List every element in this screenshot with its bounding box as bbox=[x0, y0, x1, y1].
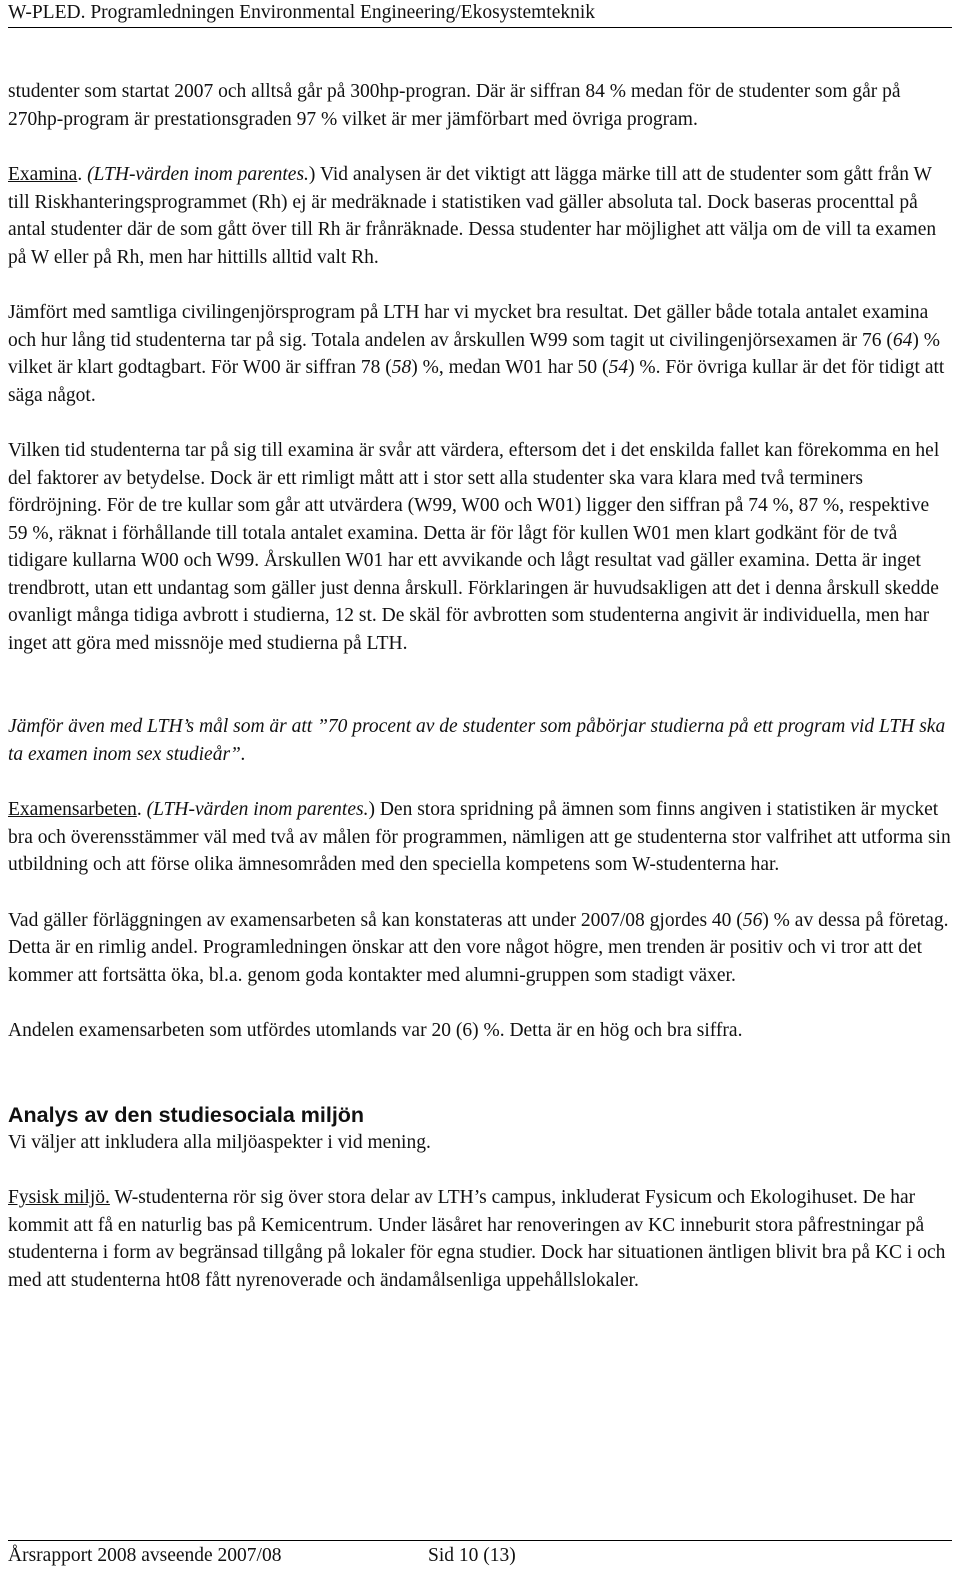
section-heading: Analys av den studiesociala miljön bbox=[8, 1102, 365, 1127]
fysisk-miljo-term: Fysisk miljö. bbox=[8, 1187, 110, 1208]
comparison-text-b: ) % vilket är klart godtagbart. För W00 är siffran 78 ( bbox=[8, 329, 941, 378]
examina-dot: . bbox=[77, 164, 88, 185]
paragraph-utomlands bbox=[8, 1017, 952, 1045]
examensarbeten-text: ) Den stora spridning på ämnen som finns angiven i statistiken är mycket bra och överensstämmer väl med två av målen för programmen, nämligen att ge studenterna stor valfrihet att utforma sin utbildning och att förse olika ämnesområden med den speciella kompetens som W-studenterna har. bbox=[8, 799, 951, 875]
paragraph-examina bbox=[8, 161, 952, 271]
paragraph-fysisk-miljo bbox=[8, 1184, 952, 1294]
page-header bbox=[8, 0, 952, 26]
document-body bbox=[8, 78, 952, 1294]
study-time-text: Vilken tid studenterna tar på sig till examina är svår att värdera, eftersom det i det enskilda fallet kan förekomma en hel del faktorer av betydelse. Dock är ett rimligt mått att i stor sett alla studenter ska vara klara med två terminers fördröjning. För de tre kullar som går att utvärdera (W99, W00 och W01) ligger den siffran på 74 %, 87 %, respektive 59 %, räknat i förhållande till totala antalet examina. Detta är för lågt för kullen W01 men klart godkänt för de två tidigare kullarna W00 och W99. Årskullen W01 har ett avvikande och lågt resultat vad gäller examina. Detta är inget trendbrott, utan ett undantag som gäller just denna årskull. Förklaringen är huvudsakligen att det i denna årskull skedde ovanligt många tidiga avbrott i studierna, 12 st. De skäl för avbrotten som studenterna angivit är individuella, men har inget att göra med missnöje med studierna på LTH. bbox=[8, 440, 940, 654]
examensarbeten-term: Examensarbeten bbox=[8, 799, 137, 820]
utomlands-text: Andelen examensarbeten som utfördes utomlands var 20 (6) %. Detta är en hög och bra siffra. bbox=[8, 1020, 743, 1041]
comparison-text-d: ) %. För övriga kullar är det för tidigt att säga något. bbox=[8, 357, 945, 406]
foretag-lth-value: 56 bbox=[742, 909, 763, 931]
examina-text-b: medräknade i statistiken vad gäller absoluta tal. Dock baseras procenttal på antal studenter där de som gått över till Rh är frånräknade. Dessa studenter har möjlighet att välja om de vill ta examen på W eller på Rh, men har hittills alltid valt Rh. bbox=[8, 191, 937, 268]
section-intro bbox=[8, 1129, 952, 1157]
paragraph-comparison bbox=[8, 299, 952, 409]
examina-text-a: ) Vid analysen är det viktigt att lägga märke till att de studenter som gått från W till Riskhanteringsprogrammet (Rh) ej är bbox=[8, 164, 932, 213]
page-footer bbox=[8, 1543, 516, 1569]
examina-term: Examina bbox=[8, 164, 78, 185]
foretag-text-b: ) % av dessa på företag. Detta är en rimlig andel. Programledningen önskar att den vore något högre, men trenden är positiv och vi tror att det kommer att fortsätta öka, bl.a. genom goda kontakter med alumni-gruppen som stadigt växer. bbox=[8, 909, 949, 986]
comparison-text-a: Jämfört med samtliga civilingenjörsprogram på LTH har vi mycket bra resultat. Det gäller både totala antalet examina och hur lång tid studenterna tar på sig. Totala andelen av årskullen W99 som tagit ut civilingenjörsexamen är 76 ( bbox=[8, 302, 929, 351]
footer-rule bbox=[8, 1540, 952, 1541]
comparison-lth-w00: 58 bbox=[391, 357, 412, 378]
comparison-lth-w99: 64 bbox=[892, 329, 913, 351]
examina-paren-note: (LTH-värden inom parentes. bbox=[87, 164, 309, 185]
foretag-text-a: Vad gäller förläggningen av examensarbeten så kan konstateras att under 2007/08 gjordes 40 ( bbox=[8, 909, 743, 931]
header-title: W-PLED. Programledningen Environmental Engineering/Ekosystemteknik bbox=[8, 2, 596, 23]
examensarbeten-paren-note: (LTH-värden inom parentes. bbox=[146, 799, 369, 820]
header-rule bbox=[8, 27, 952, 28]
comparison-text-c: ) %, medan W01 har 50 ( bbox=[411, 357, 609, 378]
paragraph-prestation-text: studenter som startat 2007 och alltså går på 300hp-progran. Där är siffran 84 % medan för de studenter som går på 270hp-program är prestationsgraden 97 % vilket är mer jämförbart med övriga program. bbox=[8, 81, 901, 130]
lth-goal-quote-text: Jämför även med LTH’s mål som är att ”70 procent av de studenter som påbörjar studierna på ett program vid LTH ska ta examen inom sex studieår”. bbox=[8, 716, 946, 765]
section-intro-text: Vi väljer att inkludera alla miljöaspekter i vid mening. bbox=[8, 1131, 431, 1153]
footer-page-number: Sid 10 (13) bbox=[428, 1545, 516, 1566]
paragraph-prestation bbox=[8, 78, 952, 133]
footer-report-title: Årsrapport 2008 avseende 2007/08 bbox=[8, 1545, 282, 1566]
paragraph-examensarbeten bbox=[8, 796, 952, 879]
comparison-lth-w01: 54 bbox=[608, 357, 629, 378]
fysisk-miljo-text: W-studenterna rör sig över stora delar av LTH’s campus, inkluderat Fysicum och Ekologihuset. De har kommit att få en naturlig bas på Kemicentrum. Under läsåret har renoveringen av KC inneburit stora påfrestningar på studenterna i form av begränsad tillgång på lokaler för egna studier. Dock har situationen äntligen blivit bra på KC i och med att studenterna ht08 fått nyrenoverade och ändamålsenliga uppehållslokaler. bbox=[8, 1187, 946, 1291]
examensarbeten-dot: . bbox=[136, 799, 147, 820]
lth-goal-quote bbox=[8, 713, 952, 768]
paragraph-foretag bbox=[8, 907, 952, 990]
paragraph-study-time bbox=[8, 437, 952, 657]
